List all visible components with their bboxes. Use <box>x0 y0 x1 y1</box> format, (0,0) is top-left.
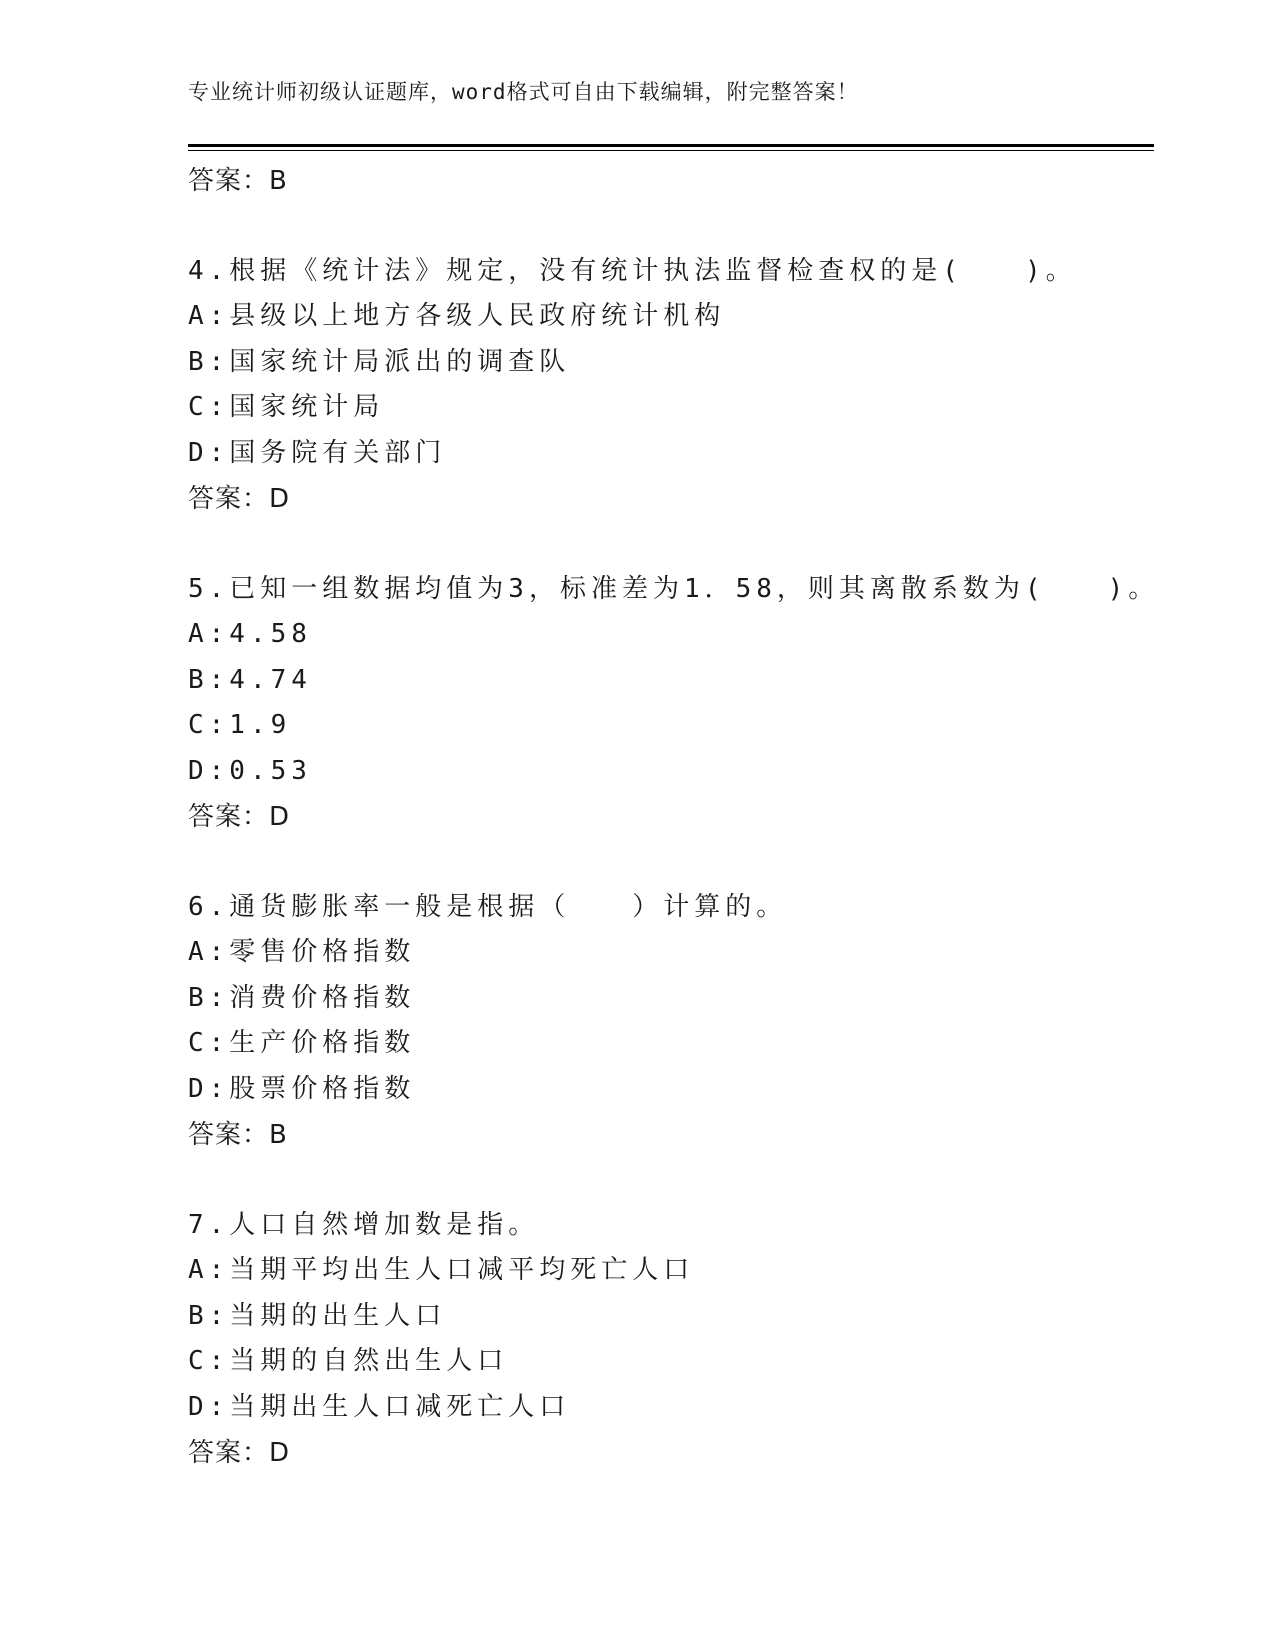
question-stem: 4.根据《统计法》规定，没有统计执法监督检查权的是( )。 <box>188 256 1077 286</box>
answer-line: 答案：B <box>188 1120 288 1150</box>
option-a: A:零售价格指数 <box>188 937 416 967</box>
header-divider-thin <box>188 150 1154 151</box>
spacer <box>188 1158 1154 1202</box>
answer-line: 答案：D <box>188 802 291 832</box>
option-b: B:4.74 <box>188 664 312 695</box>
question-stem: 6.通货膨胀率一般是根据（ ）计算的。 <box>188 892 788 922</box>
question-5 <box>188 566 1160 840</box>
answer-line: 答案：B <box>188 166 288 196</box>
option-c: C:当期的自然出生人口 <box>188 1346 509 1376</box>
spacer <box>188 840 1154 884</box>
option-d: D:当期出生人口减死亡人口 <box>188 1391 571 1422</box>
question-6 <box>188 884 1154 1158</box>
option-d: D:0.53 <box>188 755 312 786</box>
option-d: D:股票价格指数 <box>188 1073 416 1104</box>
option-b: B:消费价格指数 <box>188 982 416 1013</box>
option-c: C:1.9 <box>188 710 292 740</box>
answer-line: 答案：D <box>188 484 291 514</box>
question-stem: 7.人口自然增加数是指。 <box>188 1210 540 1240</box>
question-4 <box>188 248 1154 522</box>
option-b: B:当期的出生人口 <box>188 1300 447 1331</box>
option-c: C:国家统计局 <box>188 392 385 422</box>
option-a: A:当期平均出生人口减平均死亡人口 <box>188 1255 695 1285</box>
answer-line: 答案：D <box>188 1438 291 1468</box>
question-stem: 5.已知一组数据均值为3，标准差为1．58，则其离散系数为( )。 <box>188 574 1160 604</box>
option-b: B:国家统计局派出的调查队 <box>188 346 571 377</box>
question-list <box>188 158 1160 1476</box>
question-7 <box>188 1202 1154 1476</box>
option-a: A:县级以上地方各级人民政府统计机构 <box>188 301 726 331</box>
option-d: D:国务院有关部门 <box>188 437 447 468</box>
spacer <box>188 204 1154 248</box>
page-header: 专业统计师初级认证题库，word格式可自由下载编辑，附完整答案！ <box>188 80 859 104</box>
option-a: A:4.58 <box>188 619 312 649</box>
header-divider <box>188 144 1154 147</box>
option-c: C:生产价格指数 <box>188 1028 416 1058</box>
spacer <box>188 522 1154 566</box>
